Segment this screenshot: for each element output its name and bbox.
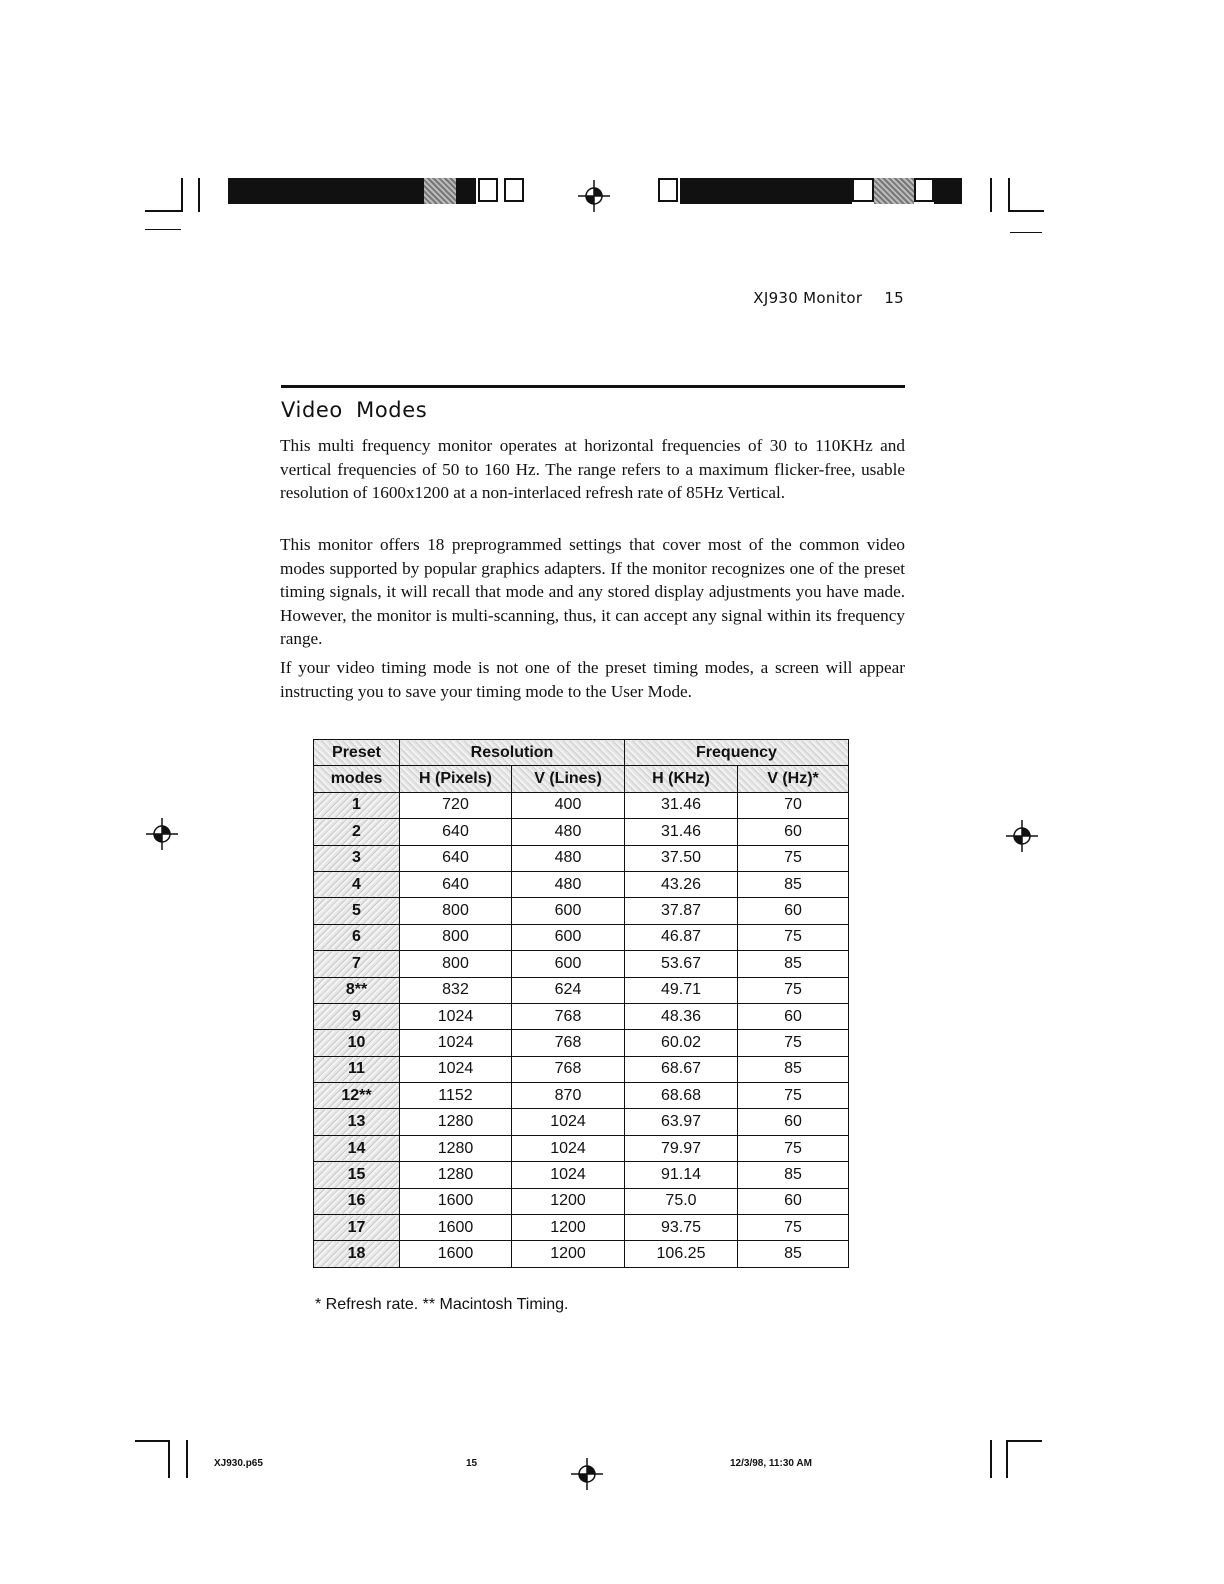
- mode-number-cell: 14: [314, 1135, 400, 1161]
- registration-target-icon: [578, 180, 610, 212]
- table-cell: 1600: [400, 1215, 512, 1241]
- table-row: [314, 1109, 849, 1135]
- table-cell: 75: [738, 924, 849, 950]
- table-cell: 800: [400, 924, 512, 950]
- table-footnote: * Refresh rate. ** Macintosh Timing.: [315, 1296, 569, 1313]
- table-cell: 68.68: [625, 1083, 738, 1109]
- table-row: [314, 871, 849, 897]
- table-cell: 63.97: [625, 1109, 738, 1135]
- section-rule: [281, 385, 905, 388]
- table-cell: 400: [512, 792, 625, 818]
- table-cell: 800: [400, 898, 512, 924]
- table-cell: 75: [738, 1083, 849, 1109]
- table-row: [314, 1083, 849, 1109]
- video-modes-table: [313, 739, 849, 1268]
- table-cell: 75: [738, 1215, 849, 1241]
- table-body: [314, 792, 849, 1267]
- table-cell: 1024: [400, 1056, 512, 1082]
- table-cell: 60: [738, 898, 849, 924]
- table-row: [314, 1030, 849, 1056]
- table-cell: 49.71: [625, 977, 738, 1003]
- table-cell: 1200: [512, 1215, 625, 1241]
- table-row: [314, 1162, 849, 1188]
- table-cell: 624: [512, 977, 625, 1003]
- print-timestamp: 12/3/98, 11:30 AM: [730, 1458, 812, 1469]
- mode-number-cell: 7: [314, 951, 400, 977]
- table-cell: 768: [512, 1003, 625, 1029]
- table-cell: 1600: [400, 1241, 512, 1267]
- table-cell: 85: [738, 1056, 849, 1082]
- table-row: [314, 924, 849, 950]
- table-row: [314, 1188, 849, 1214]
- table-cell: 75: [738, 1135, 849, 1161]
- table-cell: 60: [738, 1109, 849, 1135]
- table-row: [314, 792, 849, 818]
- preset-header: Preset: [314, 740, 400, 766]
- table-cell: 600: [512, 951, 625, 977]
- registration-target-icon: [571, 1458, 603, 1490]
- table-cell: 640: [400, 819, 512, 845]
- print-page: 15: [466, 1458, 478, 1469]
- table-row: [314, 845, 849, 871]
- table-cell: 600: [512, 898, 625, 924]
- table-cell: 60.02: [625, 1030, 738, 1056]
- page-number: 15: [884, 289, 904, 307]
- table-cell: 75: [738, 977, 849, 1003]
- table-cell: 600: [512, 924, 625, 950]
- column-header: V (Hz)*: [738, 766, 849, 792]
- table-cell: 85: [738, 951, 849, 977]
- mode-number-cell: 11: [314, 1056, 400, 1082]
- column-header: H (KHz): [625, 766, 738, 792]
- table-cell: 79.97: [625, 1135, 738, 1161]
- table-cell: 1200: [512, 1188, 625, 1214]
- mode-number-cell: 1: [314, 792, 400, 818]
- table-cell: 832: [400, 977, 512, 1003]
- table-cell: 1280: [400, 1109, 512, 1135]
- table-cell: 1280: [400, 1162, 512, 1188]
- mode-number-cell: 13: [314, 1109, 400, 1135]
- registration-target-icon: [146, 818, 178, 850]
- table-row: [314, 819, 849, 845]
- mode-number-cell: 3: [314, 845, 400, 871]
- table-cell: 1024: [400, 1003, 512, 1029]
- table-cell: 43.26: [625, 871, 738, 897]
- table-cell: 31.46: [625, 819, 738, 845]
- mode-number-cell: 10: [314, 1030, 400, 1056]
- table-cell: 53.67: [625, 951, 738, 977]
- mode-number-cell: 8**: [314, 977, 400, 1003]
- mode-number-cell: 4: [314, 871, 400, 897]
- column-header: modes: [314, 766, 400, 792]
- table-cell: 768: [512, 1056, 625, 1082]
- table-group-header-row: [314, 740, 849, 766]
- table-cell: 768: [512, 1030, 625, 1056]
- table-row: [314, 977, 849, 1003]
- table-cell: 1200: [512, 1241, 625, 1267]
- table-row: [314, 1135, 849, 1161]
- table-cell: 37.50: [625, 845, 738, 871]
- table-row: [314, 1215, 849, 1241]
- table-cell: 31.46: [625, 792, 738, 818]
- mode-number-cell: 2: [314, 819, 400, 845]
- table-cell: 75: [738, 1030, 849, 1056]
- table-cell: 60: [738, 819, 849, 845]
- section-title: Video Modes: [281, 398, 428, 422]
- table-cell: 480: [512, 871, 625, 897]
- table-cell: 70: [738, 792, 849, 818]
- table-row: [314, 898, 849, 924]
- table-cell: 640: [400, 845, 512, 871]
- product-name: XJ930 Monitor: [753, 289, 863, 307]
- mode-number-cell: 12**: [314, 1083, 400, 1109]
- table-cell: 1600: [400, 1188, 512, 1214]
- table-cell: 75.0: [625, 1188, 738, 1214]
- paragraph: This multi frequency monitor operates at horizontal frequencies of 30 to 110KHz and vertical frequencies of 50 to 160 Hz. The range refers to a maximum flicker-free, usable resolution of 1600x1200 at a non-interlaced refresh rate of 85Hz Vertical.: [280, 436, 905, 503]
- mode-number-cell: 17: [314, 1215, 400, 1241]
- mode-number-cell: 5: [314, 898, 400, 924]
- table-row: [314, 1003, 849, 1029]
- column-header: V (Lines): [512, 766, 625, 792]
- table-cell: 1152: [400, 1083, 512, 1109]
- table-cell: 1280: [400, 1135, 512, 1161]
- running-header: [753, 289, 904, 307]
- frequency-header: Frequency: [625, 740, 849, 766]
- print-filename: XJ930.p65: [214, 1458, 263, 1469]
- table-cell: 93.75: [625, 1215, 738, 1241]
- mode-number-cell: 6: [314, 924, 400, 950]
- table-cell: 1024: [512, 1109, 625, 1135]
- table-cell: 85: [738, 871, 849, 897]
- paragraph: If your video timing mode is not one of the preset timing modes, a screen will appear instructing you to save your timing mode to the User Mode.: [280, 658, 905, 701]
- table-cell: 480: [512, 845, 625, 871]
- mode-number-cell: 9: [314, 1003, 400, 1029]
- table-cell: 1024: [512, 1162, 625, 1188]
- table-row: [314, 1056, 849, 1082]
- mode-number-cell: 18: [314, 1241, 400, 1267]
- table-cell: 60: [738, 1003, 849, 1029]
- table-cell: 91.14: [625, 1162, 738, 1188]
- table-cell: 870: [512, 1083, 625, 1109]
- table-cell: 85: [738, 1241, 849, 1267]
- table-cell: 720: [400, 792, 512, 818]
- resolution-header: Resolution: [400, 740, 625, 766]
- table-row: [314, 1241, 849, 1267]
- table-cell: 60: [738, 1188, 849, 1214]
- table-cell: 68.67: [625, 1056, 738, 1082]
- table-cell: 85: [738, 1162, 849, 1188]
- table-sub-header-row: [314, 766, 849, 792]
- table-cell: 1024: [400, 1030, 512, 1056]
- registration-target-icon: [1006, 820, 1038, 852]
- table-cell: 106.25: [625, 1241, 738, 1267]
- mode-number-cell: 15: [314, 1162, 400, 1188]
- table-cell: 480: [512, 819, 625, 845]
- table-cell: 800: [400, 951, 512, 977]
- table-row: [314, 951, 849, 977]
- table-cell: 46.87: [625, 924, 738, 950]
- table-cell: 1024: [512, 1135, 625, 1161]
- table-cell: 75: [738, 845, 849, 871]
- paragraph: This monitor offers 18 preprogrammed settings that cover most of the common video modes supported by popular graphics adapters. If the monitor recognizes one of the preset timing signals, it will recall that mode and any stored display adjustments you have made. However, the monitor is multi-scanning, thus, it can accept any signal within its frequency range.: [280, 535, 905, 649]
- table-cell: 48.36: [625, 1003, 738, 1029]
- table-cell: 640: [400, 871, 512, 897]
- column-header: H (Pixels): [400, 766, 512, 792]
- table-cell: 37.87: [625, 898, 738, 924]
- mode-number-cell: 16: [314, 1188, 400, 1214]
